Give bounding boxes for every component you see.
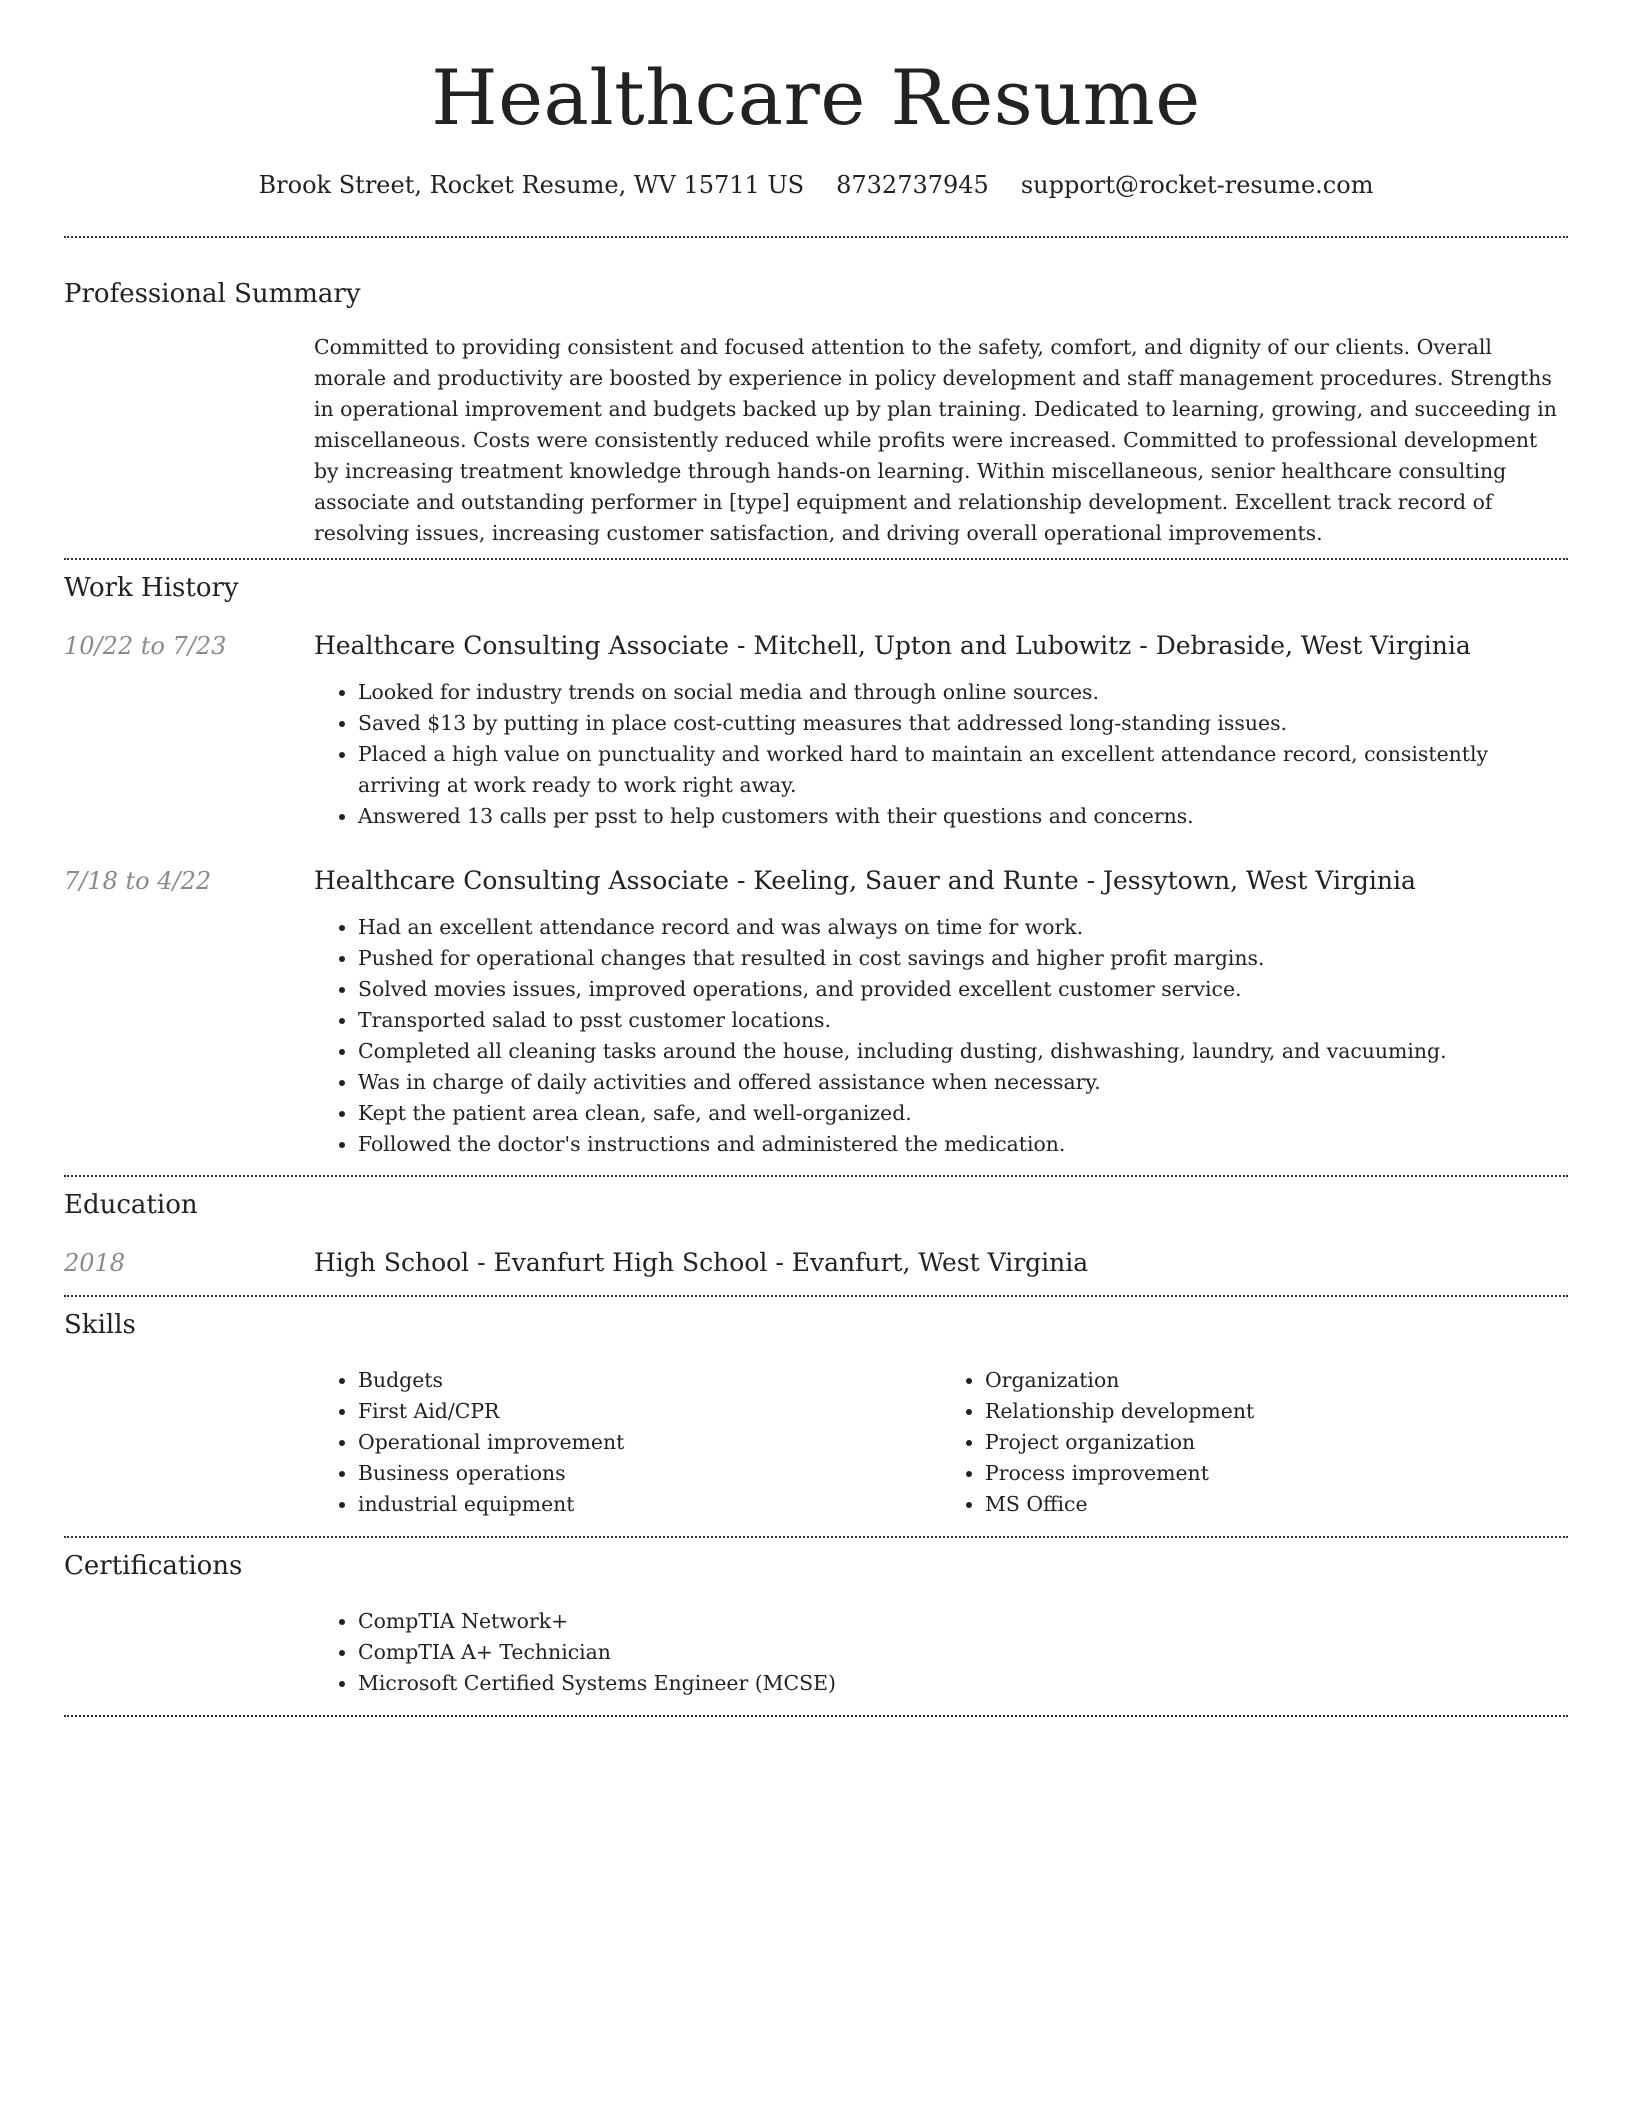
skills-grid [314,1365,1568,1520]
job-title: Healthcare Consulting Associate - Mitchell, Upton and Lubowitz - Debraside, West Virginia [314,631,1471,660]
job-dates: 10/22 to 7/23 [64,632,227,660]
certifications-list [314,1606,1568,1699]
list-item: • Saved $13 by putting in place cost-cutting measures that addressed long-standing issues. [358,708,1568,739]
list-item: • Placed a high value on punctuality and worked hard to maintain an excellent attendance record, consistently arriving at work ready to work right away. [358,739,1568,801]
resume-name: Healthcare Resume [431,53,1201,142]
list-item: • Business operations [358,1458,941,1489]
job-entry [64,865,1568,1160]
skills-list-right [941,1365,1568,1520]
divider [64,236,1568,238]
list-item: • Operational improvement [358,1427,941,1458]
list-item: • industrial equipment [358,1489,941,1520]
list-item: • Followed the doctor's instructions and administered the medication. [358,1129,1568,1160]
education-date: 2018 [64,1249,126,1277]
list-item: • Solved movies issues, improved operations, and provided excellent customer service. [358,974,1568,1005]
job-dates: 7/18 to 4/22 [64,867,212,895]
list-item: • Relationship development [985,1396,1568,1427]
list-item: • Organization [985,1365,1568,1396]
job-bullets [314,912,1568,1160]
list-item: • Pushed for operational changes that resulted in cost savings and higher profit margins. [358,943,1568,974]
contact-address: Brook Street, Rocket Resume, WV 15711 US [258,171,805,199]
contact-line [64,170,1568,200]
job-title: Healthcare Consulting Associate - Keeling, Sauer and Runte - Jessytown, West Virginia [314,866,1416,895]
skills-section [64,1309,1568,1520]
section-title-certifications: Certifications [64,1551,243,1581]
list-item: • Budgets [358,1365,941,1396]
contact-phone: 8732737945 [836,171,989,199]
list-item: • Process improvement [985,1458,1568,1489]
list-item: • MS Office [985,1489,1568,1520]
divider [64,1295,1568,1297]
work-history-section [64,572,1568,1160]
education-entry [64,1247,1568,1279]
certifications-section [64,1550,1568,1699]
list-item: • Kept the patient area clean, safe, and well-organized. [358,1098,1568,1129]
list-item: • Looked for industry trends on social media and through online sources. [358,677,1568,708]
list-item: • Transported salad to psst customer locations. [358,1005,1568,1036]
list-item: • Was in charge of daily activities and offered assistance when necessary. [358,1067,1568,1098]
list-item: • Project organization [985,1427,1568,1458]
summary-section [64,278,1568,549]
section-title-skills: Skills [64,1310,136,1340]
education-section [64,1189,1568,1279]
education-text: High School - Evanfurt High School - Evanfurt, West Virginia [314,1248,1089,1277]
list-item: • Answered 13 calls per psst to help customers with their questions and concerns. [358,801,1568,832]
section-title-education: Education [64,1190,198,1220]
summary-spacer [64,332,314,549]
job-bullets [314,677,1568,832]
summary-text: Committed to providing consistent and focused attention to the safety, comfort, and dignity of our clients. Overall morale and productivity are boosted by experience in policy development and staff management procedures. Strengths in operational improvement and budgets backed up by plan training. Dedicated to learning, growing, and succeeding in miscellaneous. Costs were consistently reduced while profits were increased. Committed to professional development by increasing treatment knowledge through hands-on learning. Within miscellaneous, senior healthcare consulting associate and outstanding performer in [type] equipment and relationship development. Excellent track record of resolving issues, increasing customer satisfaction, and driving overall operational improvements. [314,335,1557,545]
divider [64,1175,1568,1177]
divider [64,1536,1568,1538]
list-item: • CompTIA Network+ [358,1606,1568,1637]
divider [64,558,1568,560]
skills-list-left [314,1365,941,1520]
job-entry [64,630,1568,832]
list-item: • CompTIA A+ Technician [358,1637,1568,1668]
section-title-summary: Professional Summary [64,279,361,309]
list-item: • First Aid/CPR [358,1396,941,1427]
list-item: • Completed all cleaning tasks around the house, including dusting, dishwashing, laundry, and vacuuming. [358,1036,1568,1067]
section-title-work: Work History [64,573,239,603]
divider [64,1715,1568,1717]
contact-email: support@rocket-resume.com [1020,171,1374,199]
list-item: • Microsoft Certified Systems Engineer (MCSE) [358,1668,1568,1699]
list-item: • Had an excellent attendance record and was always on time for work. [358,912,1568,943]
